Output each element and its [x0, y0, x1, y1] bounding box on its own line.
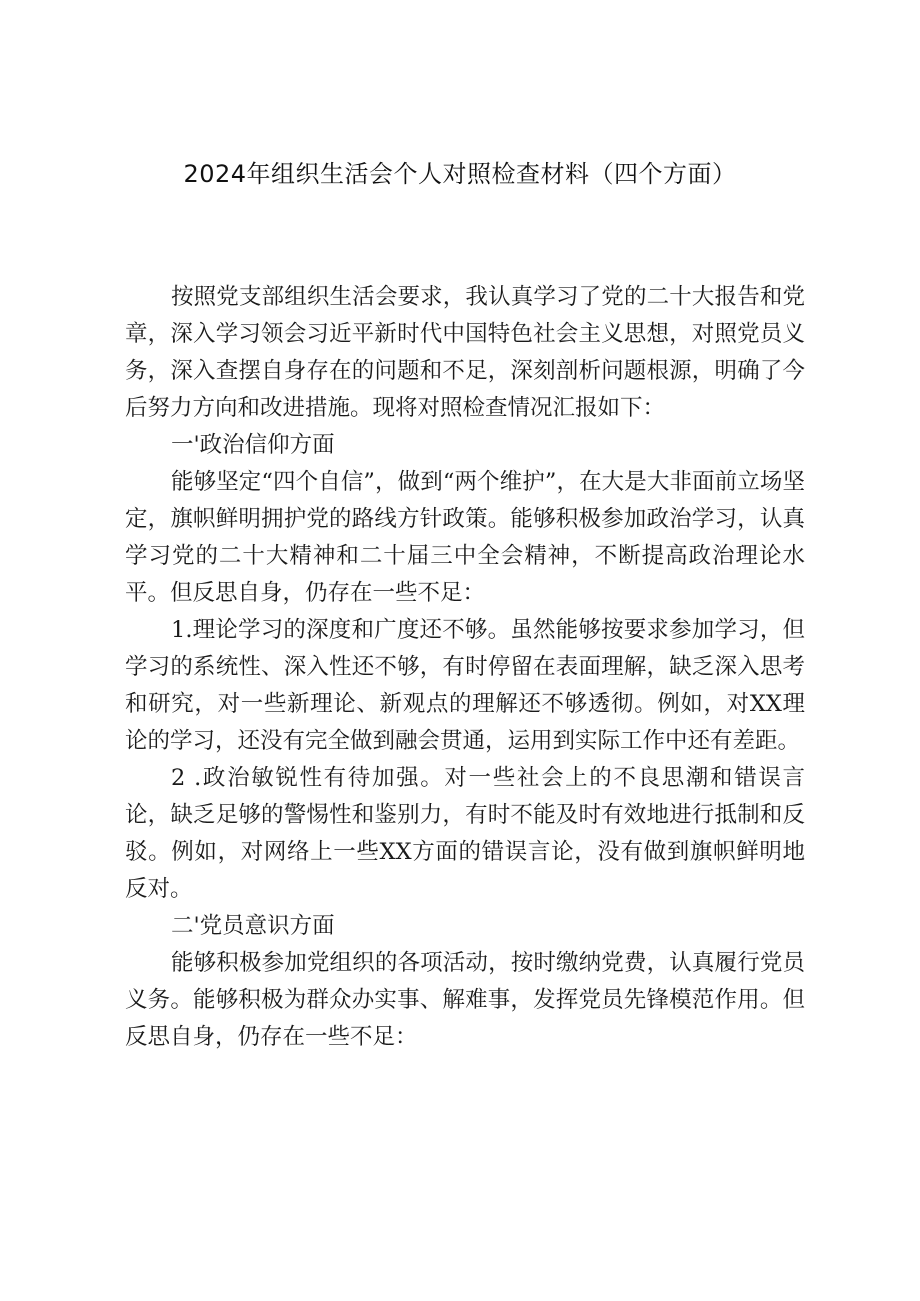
issue-paragraph-political-sensitivity: 2 .政治敏锐性有待加强。对一些社会上的不良思潮和错误言论，缺乏足够的警惕性和鉴别力，有时不能及时有效地进行抵制和反驳。例如，对网络上一些XX方面的错误言论，没有做到旗帜鲜明地反对。: [125, 765, 805, 902]
intro-paragraph: 按照党支部组织生活会要求，我认真学习了党的二十大报告和党章，深入学习领会习近平新时代中国特色社会主义思想，对照党员义务，深入查摆自身存在的问题和不足，深刻剖析问题根源，明确了今后努力方向和改进措施。现将对照检查情况汇报如下：: [125, 284, 805, 421]
party-awareness-paragraph: 能够积极参加党组织的各项活动，按时缴纳党费，认真履行党员义务。能够积极为群众办实事、解难事，发挥党员先锋模范作用。但反思自身，仍存在一些不足：: [125, 950, 805, 1050]
section-heading-political-belief: 一'政治信仰方面: [171, 432, 335, 458]
document-body: [125, 279, 805, 1056]
issue-paragraph-theory-study: 1.理论学习的深度和广度还不够。虽然能够按要求参加学习，但学习的系统性、深入性还不够，有时停留在表面理解，缺乏深入思考和研究，对一些新理论、新观点的理解还不够透彻。例如，对XX理论的学习，还没有完全做到融会贯通，运用到实际工作中还有差距。: [125, 617, 805, 754]
document-title: 2024年组织生活会个人对照检查材料（四个方面）: [183, 160, 737, 188]
section-heading-party-awareness: 二'党员意识方面: [171, 913, 335, 939]
political-belief-paragraph: 能够坚定“四个自信”，做到“两个维护”，在大是大非面前立场坚定，旗帜鲜明拥护党的路线方针政策。能够积极参加政治学习，认真学习党的二十大精神和二十届三中全会精神，不断提高政治理论水平。但反思自身，仍存在一些不足：: [125, 469, 805, 606]
